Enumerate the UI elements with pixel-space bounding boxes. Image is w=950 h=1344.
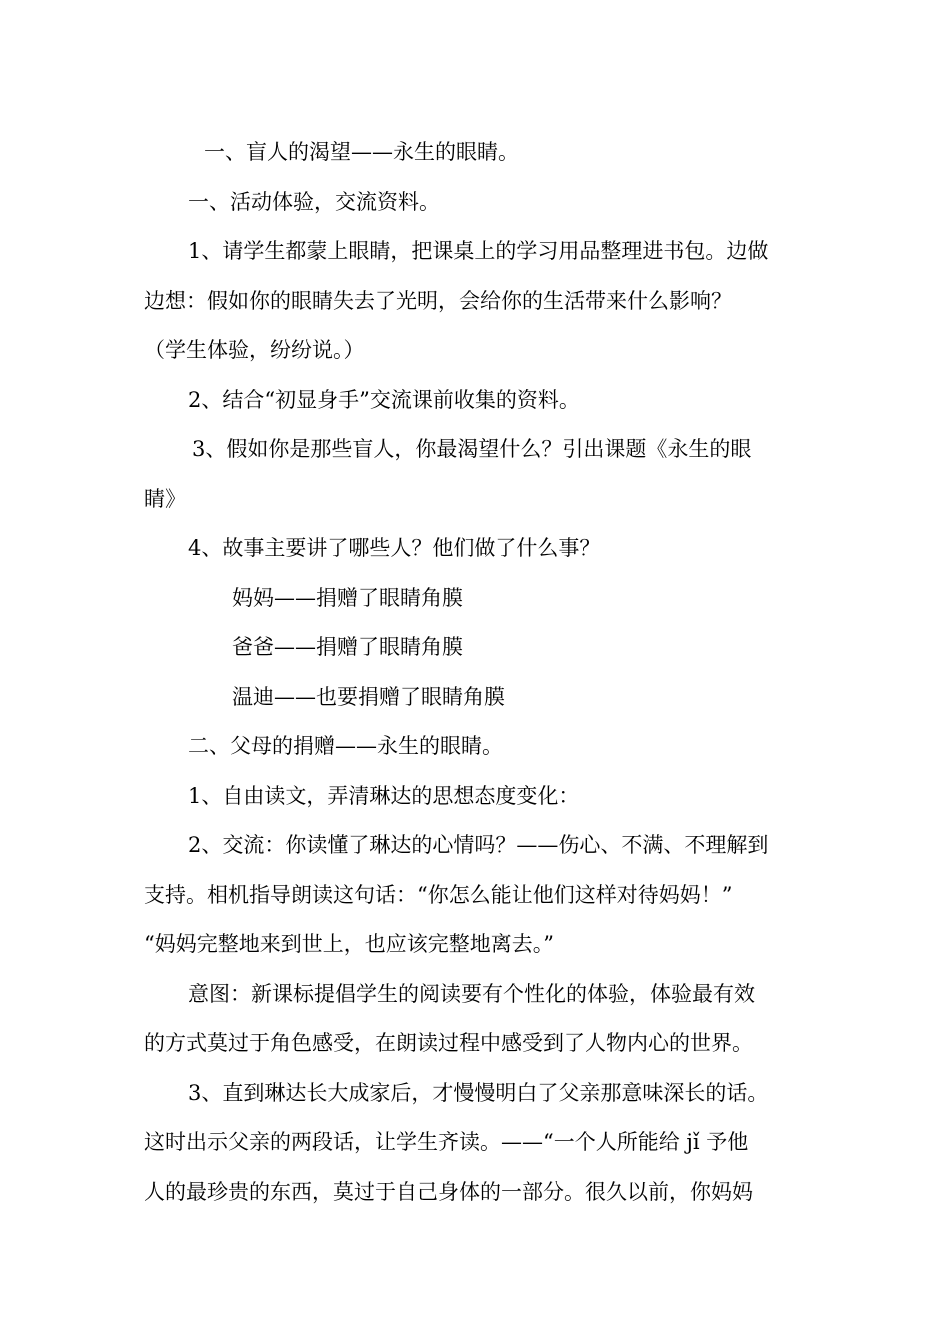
document-body	[144, 128, 808, 1217]
list-item: 爸爸——捐赠了眼睛角膜	[232, 635, 463, 659]
paragraph-line: 1、请学生都蒙上眼睛，把课桌上的学习用品整理进书包。边做	[188, 239, 769, 263]
paragraph-line: 人的最珍贵的东西，莫过于自己身体的一部分。很久以前，你妈妈	[144, 1179, 753, 1204]
paragraph-line: 边想：假如你的眼睛失去了光明，会给你的生活带来什么影响？	[144, 288, 732, 313]
paragraph-line: 的方式莫过于角色感受，在朗读过程中感受到了人物内心的世界。	[144, 1031, 753, 1055]
sub-heading: 一、活动体验，交流资料。	[188, 189, 440, 214]
paragraph-line: 睛》	[144, 486, 186, 511]
section-heading: 二、父母的捐赠——永生的眼睛。	[188, 734, 503, 758]
paragraph-line: 意图：新课标提倡学生的阅读要有个性化的体验，体验最有效	[188, 981, 755, 1006]
paragraph-line: 4、故事主要讲了哪些人？他们做了什么事？	[188, 536, 601, 560]
paragraph-line: （学生体验，纷纷说。）	[144, 338, 365, 362]
paragraph-line: 这时出示父亲的两段话，让学生齐读。——“一个人所能给 jǐ 予他	[144, 1130, 749, 1154]
paragraph-line: 1、自由读文，弄清琳达的思想态度变化：	[188, 783, 580, 808]
paragraph-line: “妈妈完整地来到世上，也应该完整地离去。”	[144, 932, 554, 956]
list-item: 温迪——也要捐赠了眼睛角膜	[232, 684, 505, 709]
section-heading: 一、盲人的渴望——永生的眼睛。	[204, 140, 519, 164]
paragraph-line: 2、交流：你读懂了琳达的心情吗？——伤心、不满、不理解到	[188, 833, 769, 857]
list-item: 妈妈——捐赠了眼睛角膜	[232, 585, 463, 610]
paragraph-line: 3、假如你是那些盲人，你最渴望什么？引出课题《永生的眼	[192, 437, 752, 461]
paragraph-line: 3、直到琳达长大成家后，才慢慢明白了父亲那意味深长的话。	[188, 1080, 769, 1105]
paragraph-line: 2、结合“初显身手”交流课前收集的资料。	[188, 387, 580, 412]
paragraph-line: 支持。相机指导朗读这句话：“你怎么能让他们这样对待妈妈！”	[144, 882, 733, 907]
